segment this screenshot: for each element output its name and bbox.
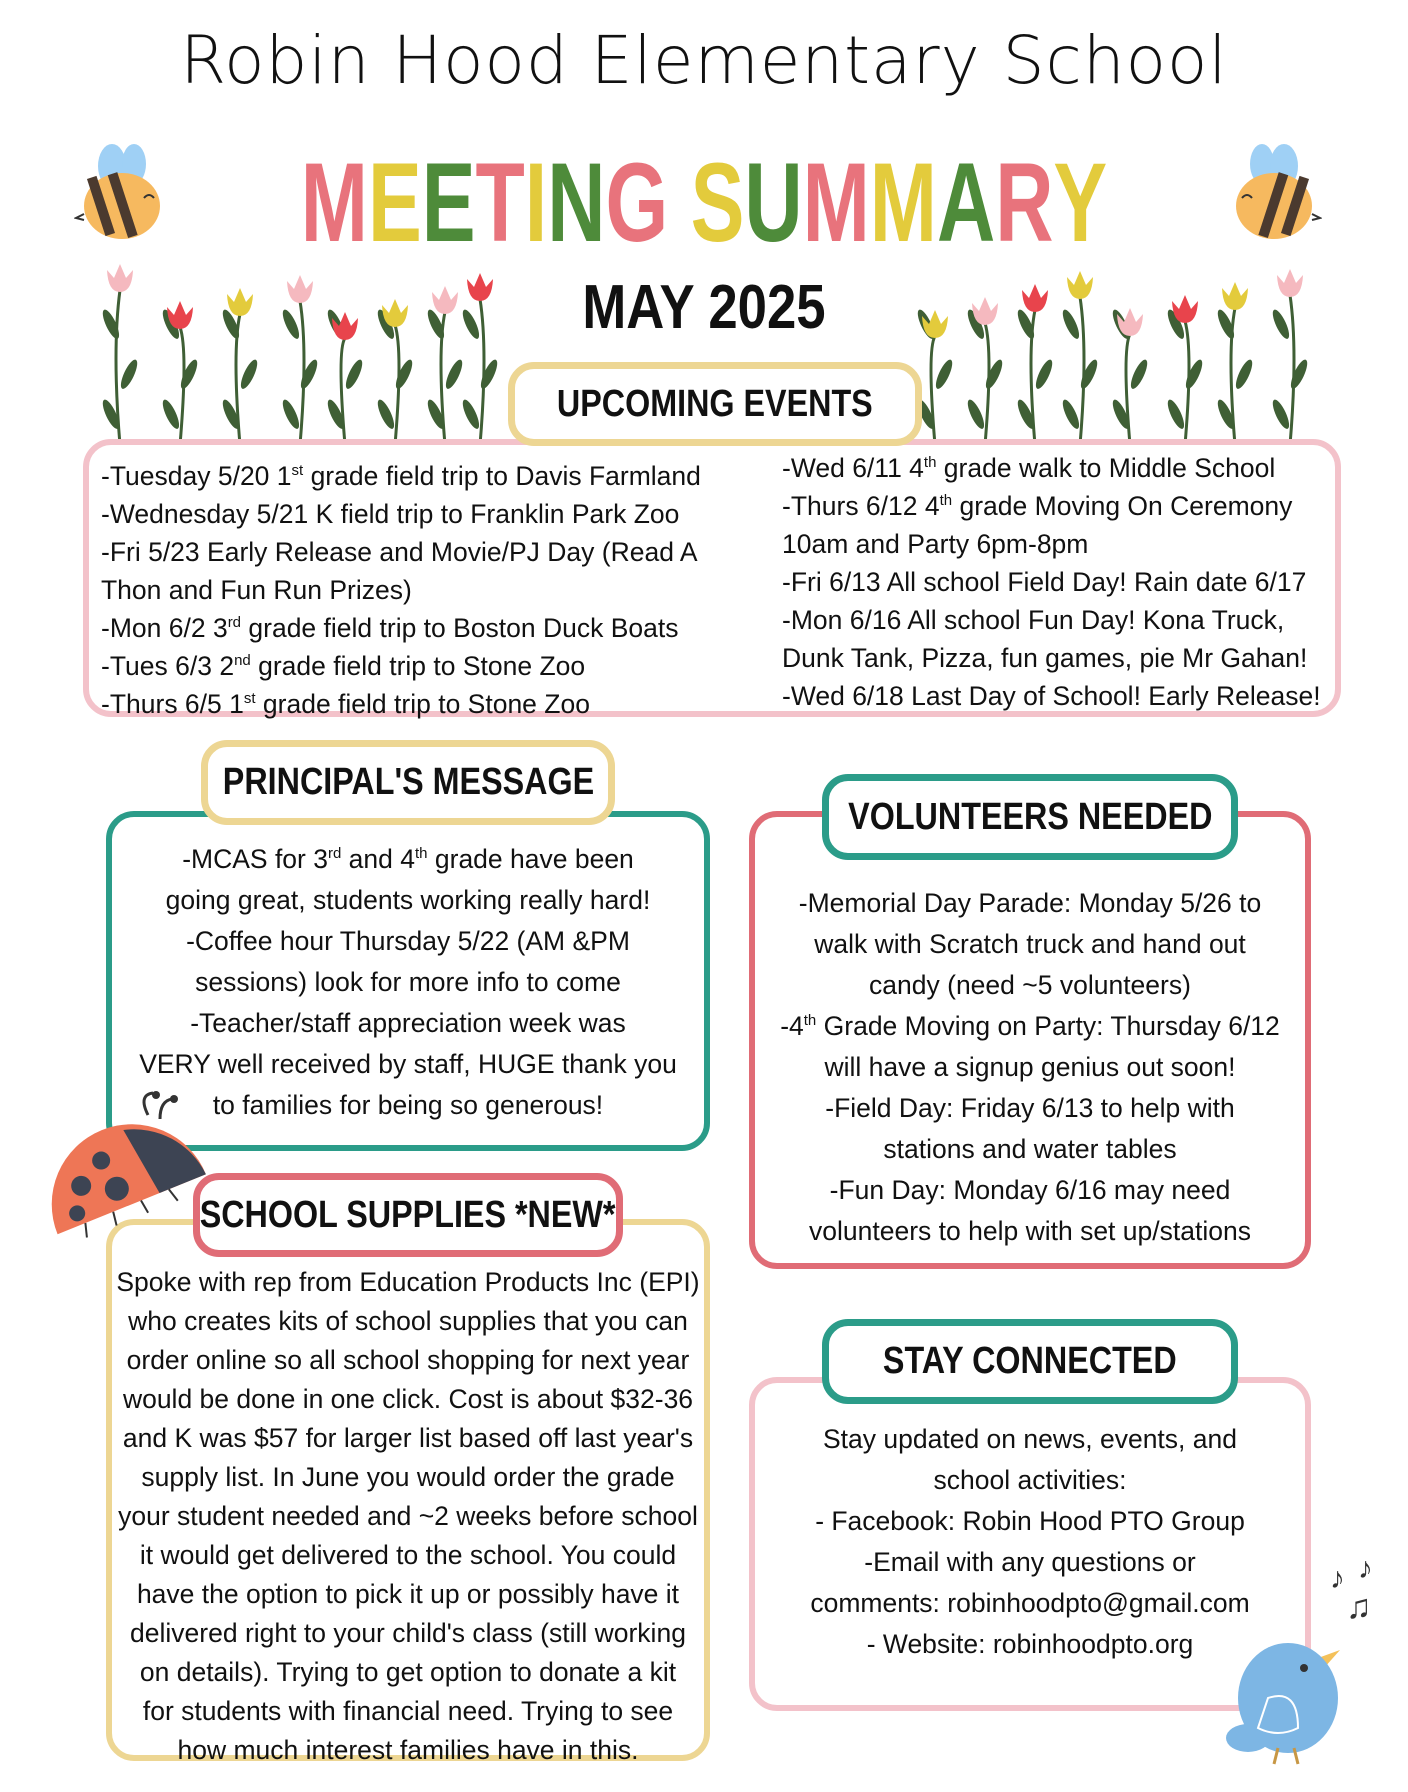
- flower-leaf: [160, 398, 183, 431]
- flower-leaf: [1060, 398, 1083, 431]
- volunteer-line: [755, 1170, 1305, 1211]
- upcoming-events-heading-text: UPCOMING EVENTS: [557, 382, 873, 425]
- event-item: [782, 525, 1321, 563]
- event-item: [101, 533, 701, 571]
- line-text: who creates kits of school supplies that you can: [128, 1306, 688, 1336]
- supplies-line: [106, 1419, 710, 1458]
- line-text: Grade Moving on Party: Thursday 6/12: [816, 1011, 1280, 1041]
- principal-heading-text: PRINCIPAL'S MESSAGE: [222, 761, 594, 803]
- flower-blossom: [287, 275, 313, 303]
- event-item: [782, 601, 1321, 639]
- music-note-icon: ♪: [1330, 1562, 1345, 1595]
- title-letter: [668, 138, 690, 267]
- line-text: going great, students working really hard!: [165, 885, 651, 915]
- superscript: th: [415, 845, 428, 863]
- principal-line: [112, 1044, 704, 1085]
- title-letter: I: [524, 140, 548, 265]
- event-item: [782, 487, 1321, 525]
- supplies-line: [106, 1692, 710, 1731]
- title-letter: G: [605, 140, 669, 265]
- stay-connected-heading-text: STAY CONNECTED: [883, 1340, 1177, 1382]
- flower-leaf: [1270, 308, 1293, 341]
- volunteer-line: [755, 1088, 1305, 1129]
- school-supplies-panel: [106, 1219, 710, 1765]
- school-supplies-heading: [193, 1173, 623, 1257]
- event-item: [101, 685, 701, 723]
- principal-line: [112, 839, 704, 880]
- supplies-text: [106, 1263, 710, 1770]
- flower-blossom: [432, 286, 458, 314]
- flower-stem: [341, 338, 345, 445]
- line-text: comments: robinhoodpto@gmail.com: [810, 1588, 1250, 1618]
- flower-blossom: [107, 264, 133, 292]
- line-text: it would get delivered to the school. You could: [139, 1540, 677, 1570]
- superscript: rd: [227, 614, 242, 632]
- supplies-line: [106, 1497, 710, 1536]
- line-text: grade field trip to Davis Farmland: [303, 461, 701, 491]
- flower-blossom: [467, 273, 493, 301]
- principal-line: [112, 962, 704, 1003]
- principal-line: [112, 921, 704, 962]
- flower-leaf: [1128, 358, 1151, 391]
- flower-leaf: [298, 358, 321, 391]
- principal-line: [112, 880, 704, 921]
- flower-leaf: [1233, 358, 1256, 391]
- event-item: [101, 609, 701, 647]
- flower-leaf: [280, 308, 303, 341]
- line-text: your student needed and ~2 weeks before school: [118, 1501, 698, 1531]
- line-text: -Tuesday 5/20 1: [101, 461, 292, 491]
- flower-leaf: [933, 358, 956, 391]
- volunteer-line: [755, 1211, 1305, 1252]
- supplies-line: [106, 1536, 710, 1575]
- line-text: Dunk Tank, Pizza, fun games, pie Mr Gahan!: [782, 643, 1308, 673]
- superscript: th: [803, 1012, 817, 1030]
- line-text: and K was $57 for larger list based off last year's: [122, 1423, 694, 1453]
- superscript: nd: [234, 652, 251, 670]
- principal-message-heading: [201, 740, 615, 825]
- line-text: and 4: [341, 844, 415, 874]
- flower-leaf: [1078, 358, 1101, 391]
- line-text: -Teacher/staff appreciation week was: [190, 1008, 626, 1038]
- line-text: will have a signup genius out soon!: [824, 1052, 1236, 1082]
- supplies-heading-text: SCHOOL SUPPLIES *NEW*: [200, 1193, 616, 1236]
- flower-stem: [1080, 297, 1084, 445]
- flower-leaf: [375, 398, 398, 431]
- line-text: -4: [780, 1011, 804, 1041]
- title-letter: T: [475, 140, 525, 265]
- flower-leaf: [118, 358, 141, 391]
- line-text: supply list. In June you would order the grade: [141, 1462, 675, 1492]
- connected-line: [755, 1501, 1305, 1542]
- line-text: -Wed 6/11 4: [782, 453, 924, 483]
- line-text: -Wednesday 5/21 K field trip to Franklin Park Zoo: [101, 499, 680, 529]
- flower-leaf: [1270, 398, 1293, 431]
- title-letter: R: [995, 140, 1054, 265]
- supplies-line: [106, 1263, 710, 1302]
- principal-message-text: [112, 839, 704, 1126]
- title-letter: A: [936, 140, 996, 265]
- line-text: 10am and Party 6pm-8pm: [782, 529, 1089, 559]
- flower-leaf: [983, 358, 1006, 391]
- flower-leaf: [965, 398, 988, 431]
- flower-leaf: [1033, 358, 1056, 391]
- title-letter: E: [421, 140, 476, 265]
- line-text: -Email with any questions or: [864, 1547, 1196, 1577]
- superscript: rd: [327, 845, 342, 863]
- line-text: would be done in one click. Cost is about $32-36: [122, 1384, 694, 1414]
- line-text: grade Moving On Ceremony: [952, 491, 1293, 521]
- flower-blossom: [1022, 284, 1048, 312]
- line-text: order online so all school shopping for next year: [126, 1345, 690, 1375]
- upcoming-events-panel: [83, 439, 1341, 717]
- superscript: st: [291, 462, 304, 480]
- music-note-icon: ♪: [1358, 1552, 1373, 1585]
- supplies-line: [106, 1302, 710, 1341]
- flower-leaf: [478, 358, 501, 391]
- event-item: [782, 639, 1321, 677]
- line-text: for students with financial need. Trying to see: [142, 1696, 674, 1726]
- line-text: -Wed 6/18 Last Day of School! Early Release!: [782, 681, 1321, 711]
- bee-left-icon: [74, 140, 174, 245]
- supplies-line: [106, 1575, 710, 1614]
- line-text: on details). Trying to get option to donate a kit: [139, 1657, 677, 1687]
- stay-connected-heading: [822, 1319, 1238, 1404]
- flower-blossom: [1222, 282, 1248, 310]
- superscript: st: [243, 690, 256, 708]
- supplies-line: [106, 1458, 710, 1497]
- connected-line: [755, 1419, 1305, 1460]
- line-text: grade have been: [427, 844, 634, 874]
- line-text: Thon and Fun Run Prizes): [101, 575, 412, 605]
- flower-leaf: [460, 308, 483, 341]
- superscript: th: [939, 492, 953, 510]
- flower-blossom: [1067, 271, 1093, 299]
- flower-leaf: [343, 358, 366, 391]
- flower-leaf: [1288, 358, 1311, 391]
- flower-leaf: [178, 358, 201, 391]
- flower-leaf: [1183, 358, 1206, 391]
- meeting-summary-title: [197, 138, 1211, 267]
- line-text: -Mon 6/2 3: [101, 613, 228, 643]
- line-text: grade field trip to Stone Zoo: [250, 651, 586, 681]
- title-letter: M: [300, 140, 368, 265]
- event-item: [782, 563, 1321, 601]
- line-text: stations and water tables: [883, 1134, 1177, 1164]
- line-text: grade field trip to Boston Duck Boats: [241, 613, 679, 643]
- line-text: -Fun Day: Monday 6/16 may need: [829, 1175, 1231, 1205]
- title-letter: M: [802, 140, 870, 265]
- volunteer-line: [755, 924, 1305, 965]
- supplies-line: [106, 1653, 710, 1692]
- line-text: delivered right to your child's class (still working: [130, 1618, 686, 1648]
- title-letter: M: [869, 140, 937, 265]
- line-text: VERY well received by staff, HUGE thank you: [139, 1049, 677, 1079]
- superscript: th: [923, 454, 937, 472]
- title-letter: N: [547, 140, 606, 265]
- line-text: walk with Scratch truck and hand out: [814, 929, 1246, 959]
- line-text: -MCAS for 3: [182, 844, 328, 874]
- line-text: -Fri 6/13 All school Field Day! Rain date 6/17: [782, 567, 1307, 597]
- volunteer-line: [755, 1047, 1305, 1088]
- line-text: -Fri 5/23 Early Release and Movie/PJ Day (Read A: [101, 537, 698, 567]
- events-left-column: [101, 457, 701, 723]
- supplies-line: [106, 1614, 710, 1653]
- event-item: [101, 495, 701, 533]
- supplies-line: [106, 1341, 710, 1380]
- supplies-line: [106, 1731, 710, 1770]
- flower-leaf: [280, 398, 303, 431]
- line-text: -Tues 6/3 2: [101, 651, 235, 681]
- principal-line: [112, 1003, 704, 1044]
- event-item: [782, 449, 1321, 487]
- events-right-column: [782, 449, 1321, 715]
- title-letter: Y: [1053, 140, 1108, 265]
- line-text: - Website: robinhoodpto.org: [866, 1629, 1194, 1659]
- line-text: -Field Day: Friday 6/13 to help with: [825, 1093, 1235, 1123]
- flower-leaf: [393, 358, 416, 391]
- line-text: volunteers to help with set up/stations: [809, 1216, 1251, 1246]
- volunteer-line: [755, 1006, 1305, 1047]
- line-text: grade field trip to Stone Zoo: [255, 689, 590, 719]
- line-text: -Thurs 6/12 4: [782, 491, 940, 521]
- flower-blossom: [1277, 269, 1303, 297]
- supplies-line: [106, 1380, 710, 1419]
- music-note-icon: ♫: [1346, 1588, 1372, 1626]
- event-item: [101, 571, 701, 609]
- connected-line: [755, 1460, 1305, 1501]
- line-text: -Memorial Day Parade: Monday 5/26 to: [798, 888, 1262, 918]
- flower-leaf: [460, 398, 483, 431]
- flower-leaf: [238, 358, 261, 391]
- line-text: -Mon 6/16 All school Fun Day! Kona Truck,: [782, 605, 1285, 635]
- title-letter: S: [690, 140, 745, 265]
- line-text: have the option to pick it up or possibly have it: [136, 1579, 680, 1609]
- volunteer-line: [755, 883, 1305, 924]
- line-text: Stay updated on news, events, and: [823, 1424, 1237, 1454]
- bee-right-icon: [1222, 140, 1322, 245]
- flower-leaf: [1060, 308, 1083, 341]
- flower-stem: [480, 299, 484, 445]
- volunteers-heading-text: VOLUNTEERS NEEDED: [847, 795, 1213, 838]
- flower-leaf: [1165, 398, 1188, 431]
- event-item: [101, 457, 701, 495]
- flower-stem: [300, 301, 304, 445]
- bird-icon: [1218, 1548, 1388, 1768]
- volunteers-needed-panel: [749, 811, 1311, 1269]
- flower-stem: [1290, 295, 1294, 445]
- volunteers-text: [755, 883, 1305, 1252]
- volunteers-needed-heading: [822, 774, 1238, 860]
- month-label: MAY 2025: [582, 273, 826, 342]
- volunteer-line: [755, 965, 1305, 1006]
- line-text: candy (need ~5 volunteers): [869, 970, 1191, 1000]
- school-name: Robin Hood Elementary School: [180, 22, 1228, 99]
- event-item: [101, 647, 701, 685]
- line-text: school activities:: [933, 1465, 1127, 1495]
- flower-blossom: [227, 288, 253, 316]
- title-letter: E: [367, 140, 422, 265]
- line-text: how much interest families have in this.: [177, 1735, 639, 1765]
- title-letter: U: [744, 140, 803, 265]
- ladybug-icon: [38, 1085, 218, 1255]
- upcoming-events-heading: [508, 362, 922, 446]
- flower-leaf: [443, 358, 466, 391]
- line-text: -Thurs 6/5 1: [101, 689, 244, 719]
- volunteer-line: [755, 1129, 1305, 1170]
- line-text: Spoke with rep from Education Products Inc (EPI): [116, 1267, 700, 1297]
- line-text: -Coffee hour Thursday 5/22 (AM &PM: [186, 926, 630, 956]
- line-text: - Facebook: Robin Hood PTO Group: [815, 1506, 1245, 1536]
- event-item: [782, 677, 1321, 715]
- line-text: to families for being so generous!: [212, 1090, 604, 1120]
- line-text: sessions) look for more info to come: [195, 967, 621, 997]
- line-text: grade walk to Middle School: [936, 453, 1276, 483]
